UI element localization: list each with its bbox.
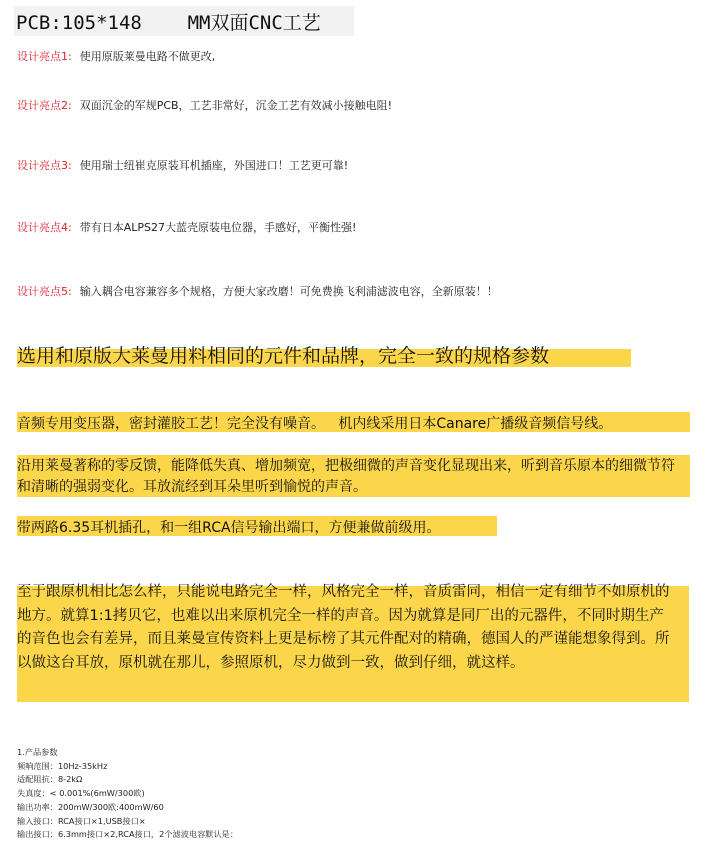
feature-label: 设计亮点3:: [17, 159, 72, 172]
feature-text: 使用瑞士纽崔克原装耳机插座，外国进口！工艺更可靠!: [79, 159, 349, 172]
product-specs: [17, 746, 238, 842]
section-heading: 选用和原版大莱曼用料相同的元件和品牌，完全一致的规格参数: [17, 345, 550, 367]
feature-label: 设计亮点5:: [17, 285, 72, 298]
feature-text: 双面沉金的军规PCB，工艺非常好，沉金工艺有效减小接触电阻!: [79, 99, 392, 112]
spec-line: 输出功率：200mW/300欧:400mW/60: [17, 801, 164, 812]
outputs-paragraph: 带两路6.35耳机插孔，和一组RCA信号输出端口，方便兼做前级用。: [17, 520, 441, 536]
feature-highlight-3: [17, 157, 348, 173]
feature-highlight-1: [17, 48, 215, 64]
spec-line: 输出接口：6.3mm接口×2,RCA接口，2个滤波电容默认是：: [17, 829, 239, 840]
feature-highlight-5: [17, 283, 498, 299]
feature-text: 输入耦合电容兼容多个规格，方便大家改磨！可免费换飞利浦滤波电容，全新原装！！: [79, 285, 498, 298]
feature-text: 使用原版莱曼电路不做更改,: [79, 50, 216, 63]
feedback-paragraph: 沿用莱曼著称的零反馈，能降低失真、增加频宽，把极细微的声音变化显现出来，听到音乐原本的细微节符和清晰的强弱变化。耳放流经到耳朵里听到愉悦的声音。: [17, 458, 675, 495]
spec-line: 适配阻抗：8-2kΩ: [17, 774, 83, 785]
comparison-paragraph: 至于跟原机相比怎么样，只能说电路完全一样，风格完全一样，音质雷同，相信一定有细节不如原机的地方。就算1:1拷贝它，也难以出来原机完全一样的声音。因为就算是同厂出的元器件，不同时期生产的音色也会有差异，而且莱曼宣传资料上更是标榜了其元件配对的精确，德国人的严谨能想象得到。所以做这台耳放，原机就在那儿，参照原机，尽力做到一致，做到仔细，就这样。: [17, 584, 670, 671]
feature-label: 设计亮点2:: [17, 99, 72, 112]
feature-text: 带有日本ALPS27大蓝壳原装电位器，手感好，平衡性强!: [79, 221, 357, 234]
feature-label: 设计亮点4:: [17, 221, 72, 234]
feature-highlight-2: [17, 97, 392, 113]
spec-line: 输入接口：RCA接口×1,USB接口×: [17, 815, 146, 826]
feature-label: 设计亮点1:: [17, 50, 72, 63]
spec-line: 频响范围：10Hz-35kHz: [17, 760, 108, 771]
feature-highlight-4: [17, 219, 356, 235]
spec-line: 1.产品参数: [17, 747, 58, 757]
page-title: PCB:105*148 MM双面CNC工艺: [16, 12, 321, 34]
transformer-paragraph: 音频专用变压器，密封灌胶工艺！完全没有噪音。 机内线采用日本Canare广播级音频信号线。: [17, 416, 613, 432]
spec-line: 失真度：< 0.001%(6mW/300欧): [17, 788, 145, 799]
